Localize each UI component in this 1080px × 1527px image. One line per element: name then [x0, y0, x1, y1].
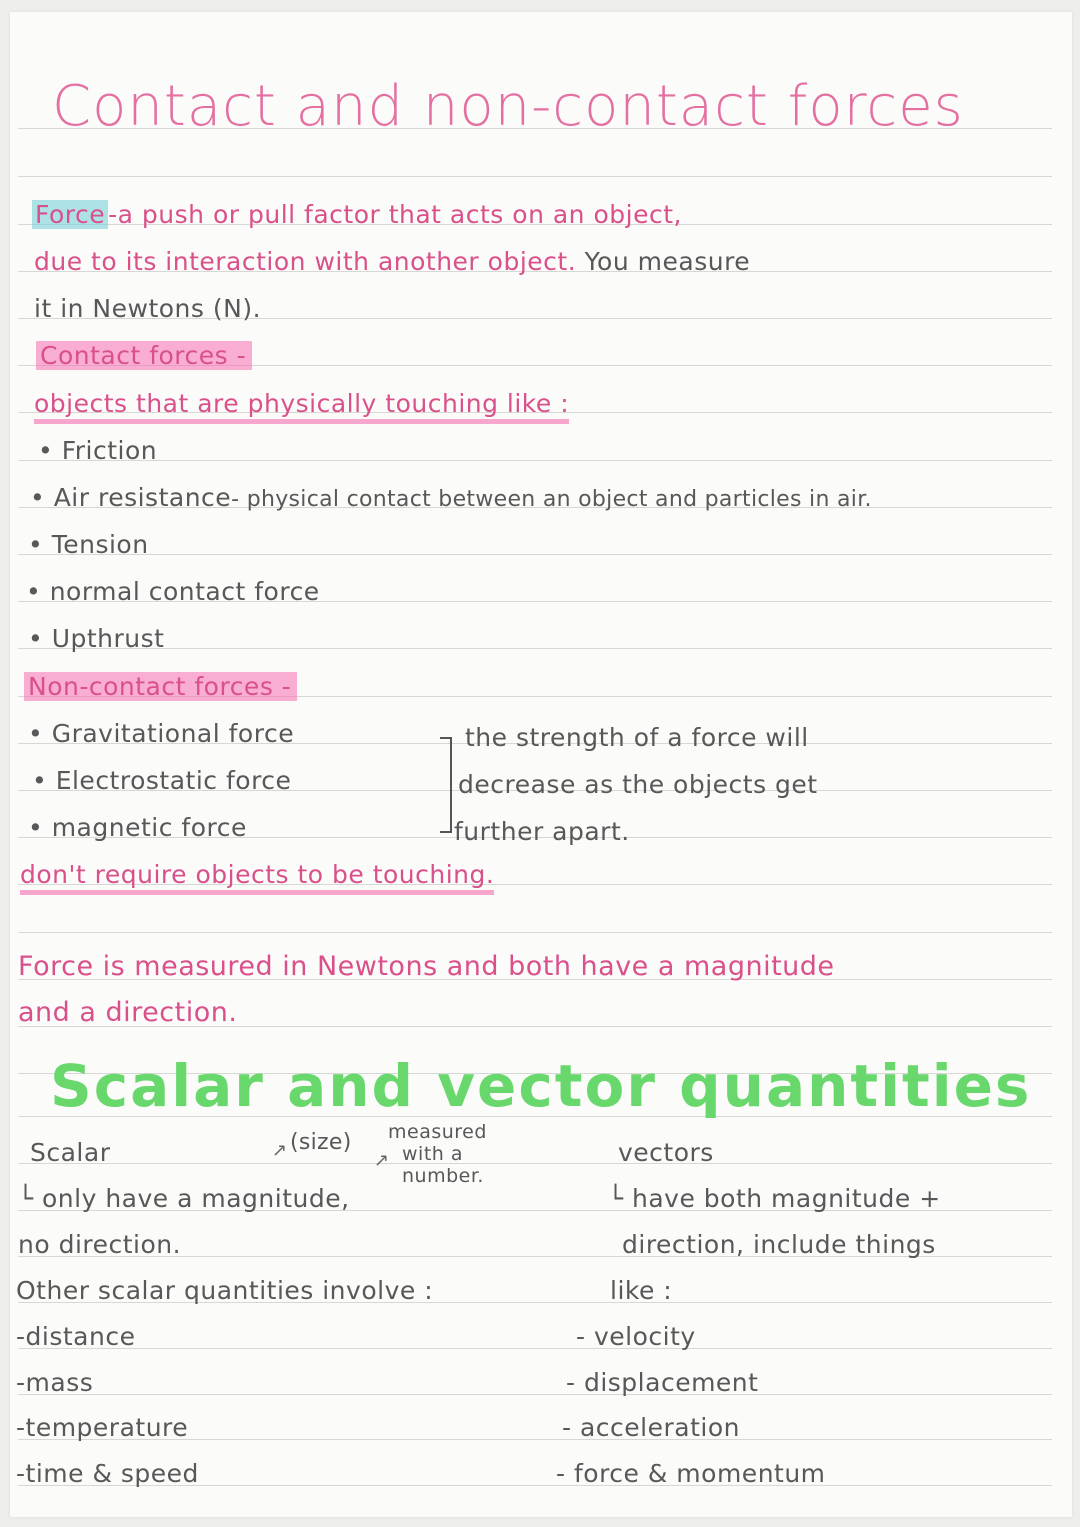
page-title: Contact and non-contact forces — [52, 74, 964, 139]
list-item — [30, 483, 872, 515]
ruled-line — [18, 554, 1052, 555]
arrow-icon: ↗ — [272, 1140, 288, 1161]
contact-intro-text: objects that are physically touching like : — [34, 389, 569, 424]
list-item: • magnetic force — [28, 813, 247, 842]
list-item: - acceleration — [562, 1413, 740, 1442]
list-item: -time & speed — [16, 1459, 199, 1488]
measured-note: with a — [402, 1143, 463, 1165]
list-item: • Electrostatic force — [32, 766, 292, 795]
ruled-line — [18, 176, 1052, 177]
list-item: - velocity — [576, 1322, 696, 1351]
contact-intro — [34, 389, 569, 419]
ruled-line — [18, 1163, 1052, 1164]
ruled-line — [18, 1348, 1052, 1349]
noncontact-footer — [20, 860, 494, 890]
list-item: -distance — [16, 1322, 136, 1351]
definition-line-1 — [32, 200, 682, 230]
list-item: -mass — [16, 1368, 94, 1397]
definition-text: -a push or pull factor that acts on an object, — [108, 200, 682, 229]
scalar-line-2: no direction. — [18, 1230, 182, 1259]
scalar-line-1: └ only have a magnitude, — [18, 1184, 350, 1213]
ruled-line — [18, 1394, 1052, 1395]
measured-note: number. — [402, 1165, 484, 1187]
noncontact-note-line: further apart. — [454, 817, 630, 846]
ruled-line — [18, 648, 1052, 649]
list-item: • normal contact force — [26, 577, 320, 606]
list-item: • Friction — [38, 436, 158, 465]
summary-line-2: and a direction. — [18, 997, 238, 1028]
definition-term: Force — [32, 200, 108, 229]
definition-line-2 — [34, 247, 750, 277]
definition-text-rest: You measure — [576, 247, 751, 276]
grouping-bracket — [440, 737, 452, 833]
noncontact-heading — [24, 672, 297, 702]
measured-note: measured — [388, 1121, 487, 1143]
list-item: -temperature — [16, 1413, 189, 1442]
contact-heading — [36, 341, 252, 371]
vector-line-3: like : — [610, 1276, 673, 1305]
ruled-line — [18, 932, 1052, 933]
noncontact-heading-text: Non-contact forces - — [24, 672, 297, 701]
list-item: • Gravitational force — [28, 719, 295, 748]
list-item: • Upthrust — [28, 624, 165, 653]
noncontact-note-line: decrease as the objects get — [458, 770, 818, 799]
contact-heading-text: Contact forces - — [36, 341, 252, 370]
definition-text-pink: due to its interaction with another object. — [34, 247, 577, 276]
arrow-icon: ↗ — [374, 1150, 390, 1171]
noncontact-footer-text: don't require objects to be touching. — [20, 860, 494, 895]
size-note: (size) — [290, 1130, 352, 1155]
list-item: • Tension — [28, 530, 149, 559]
vector-heading: vectors — [618, 1138, 714, 1167]
air-resistance-note: - physical contact between an object and particles in air. — [231, 487, 872, 512]
ruled-line — [18, 460, 1052, 461]
list-item-label: • Air resistance — [30, 483, 232, 512]
scalar-line-3: Other scalar quantities involve : — [16, 1276, 434, 1305]
summary-line-1: Force is measured in Newtons and both have a magnitude — [18, 951, 835, 982]
list-item: - force & momentum — [556, 1459, 826, 1488]
scalar-heading: Scalar — [30, 1138, 111, 1167]
vector-line-2: direction, include things — [622, 1230, 936, 1259]
definition-line-3: it in Newtons (N). — [34, 294, 262, 323]
section-title: Scalar and vector quantities — [50, 1052, 1032, 1120]
list-item: - displacement — [566, 1368, 759, 1397]
notebook-page — [10, 12, 1072, 1517]
vector-line-1: └ have both magnitude + — [608, 1184, 941, 1213]
noncontact-note-line: the strength of a force will — [465, 723, 809, 752]
